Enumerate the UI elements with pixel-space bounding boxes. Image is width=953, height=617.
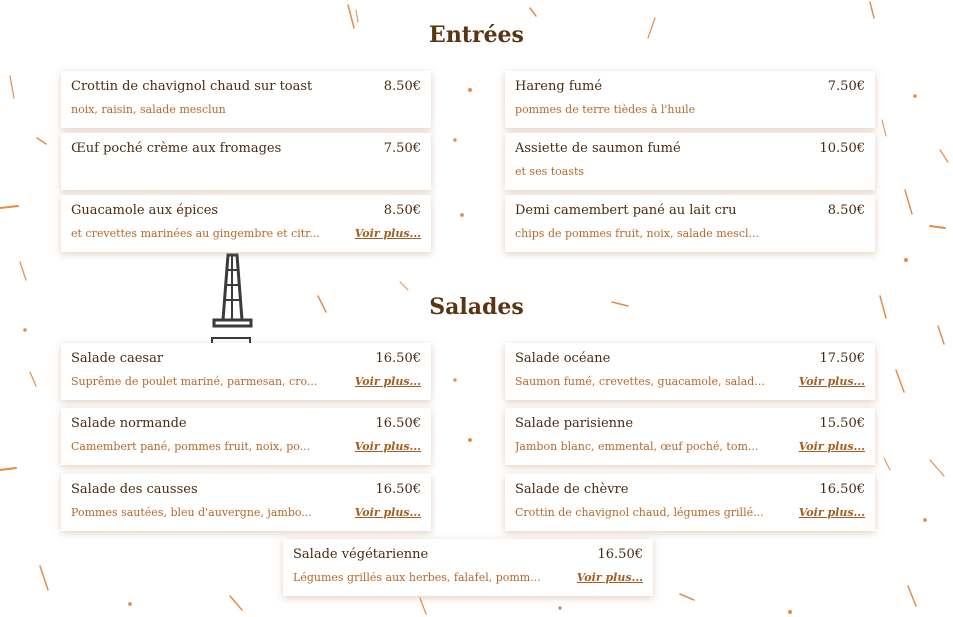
menu-item-card[interactable]: [61, 474, 431, 531]
see-more-link[interactable]: Voir plus...: [798, 506, 865, 519]
section-title-salades: Salades: [429, 294, 524, 320]
item-price: 10.50€: [819, 141, 865, 156]
see-more-link[interactable]: Voir plus...: [354, 227, 421, 240]
item-name: Salade caesar: [71, 351, 164, 366]
see-more-link[interactable]: Voir plus...: [576, 571, 643, 584]
menu-item-card[interactable]: [505, 408, 875, 465]
item-price: 15.50€: [819, 416, 865, 431]
item-name: Crottin de chavignol chaud sur toast: [71, 79, 313, 94]
item-name: Œuf poché crème aux fromages: [71, 141, 282, 156]
item-description: Pommes sautées, bleu d'auvergne, jambo...: [71, 506, 312, 519]
item-price: 16.50€: [819, 482, 865, 497]
item-price: 16.50€: [375, 351, 421, 366]
item-price: 16.50€: [375, 482, 421, 497]
item-name: Salade parisienne: [515, 416, 634, 431]
item-price: 17.50€: [819, 351, 865, 366]
menu-item-card[interactable]: [505, 195, 875, 252]
item-price: 7.50€: [383, 141, 421, 156]
item-name: Hareng fumé: [515, 79, 603, 94]
menu-item-card[interactable]: [505, 133, 875, 190]
menu-item-card[interactable]: [283, 539, 653, 596]
menu-item-card[interactable]: [61, 71, 431, 128]
item-name: Demi camembert pané au lait cru: [515, 203, 737, 218]
item-description: et crevettes marinées au gingembre et citr...: [71, 227, 320, 240]
see-more-link[interactable]: Voir plus...: [798, 375, 865, 388]
item-name: Salade de chèvre: [515, 482, 629, 497]
item-description: Camembert pané, pommes fruit, noix, po...: [71, 440, 311, 453]
item-description: Saumon fumé, crevettes, guacamole, salad...: [515, 375, 765, 388]
see-more-link[interactable]: Voir plus...: [798, 440, 865, 453]
menu-item-card[interactable]: [61, 133, 431, 190]
item-description: Légumes grillés aux herbes, falafel, pomm...: [293, 571, 541, 584]
menu-item-card[interactable]: [61, 408, 431, 465]
item-name: Guacamole aux épices: [71, 203, 219, 218]
item-description: noix, raisin, salade mesclun: [71, 103, 226, 116]
item-name: Salade des causses: [71, 482, 198, 497]
item-price: 8.50€: [827, 203, 865, 218]
menu-item-card[interactable]: [505, 474, 875, 531]
item-name: Salade océane: [515, 351, 611, 366]
see-more-link[interactable]: Voir plus...: [354, 440, 421, 453]
item-name: Assiette de saumon fumé: [515, 141, 681, 156]
menu-item-card[interactable]: [505, 71, 875, 128]
item-name: Salade normande: [71, 416, 187, 431]
menu-item-card[interactable]: [61, 343, 431, 400]
item-description: et ses toasts: [515, 165, 585, 178]
item-name: Salade végétarienne: [293, 547, 429, 562]
item-description: Crottin de chavignol chaud, légumes grillé...: [515, 506, 764, 519]
see-more-link[interactable]: Voir plus...: [354, 506, 421, 519]
item-description: pommes de terre tièdes à l'huile: [515, 103, 696, 116]
item-price: 16.50€: [375, 416, 421, 431]
item-price: 8.50€: [383, 203, 421, 218]
item-price: 16.50€: [597, 547, 643, 562]
item-description: chips de pommes fruit, noix, salade mescl...: [515, 227, 760, 240]
section-title-entrees: Entrées: [429, 22, 524, 48]
menu-item-card[interactable]: [505, 343, 875, 400]
menu-item-card[interactable]: [61, 195, 431, 252]
item-price: 8.50€: [383, 79, 421, 94]
item-description: Suprême de poulet mariné, parmesan, cro...: [71, 375, 318, 388]
see-more-link[interactable]: Voir plus...: [354, 375, 421, 388]
item-price: 7.50€: [827, 79, 865, 94]
item-description: Jambon blanc, emmental, œuf poché, tom...: [515, 440, 759, 453]
